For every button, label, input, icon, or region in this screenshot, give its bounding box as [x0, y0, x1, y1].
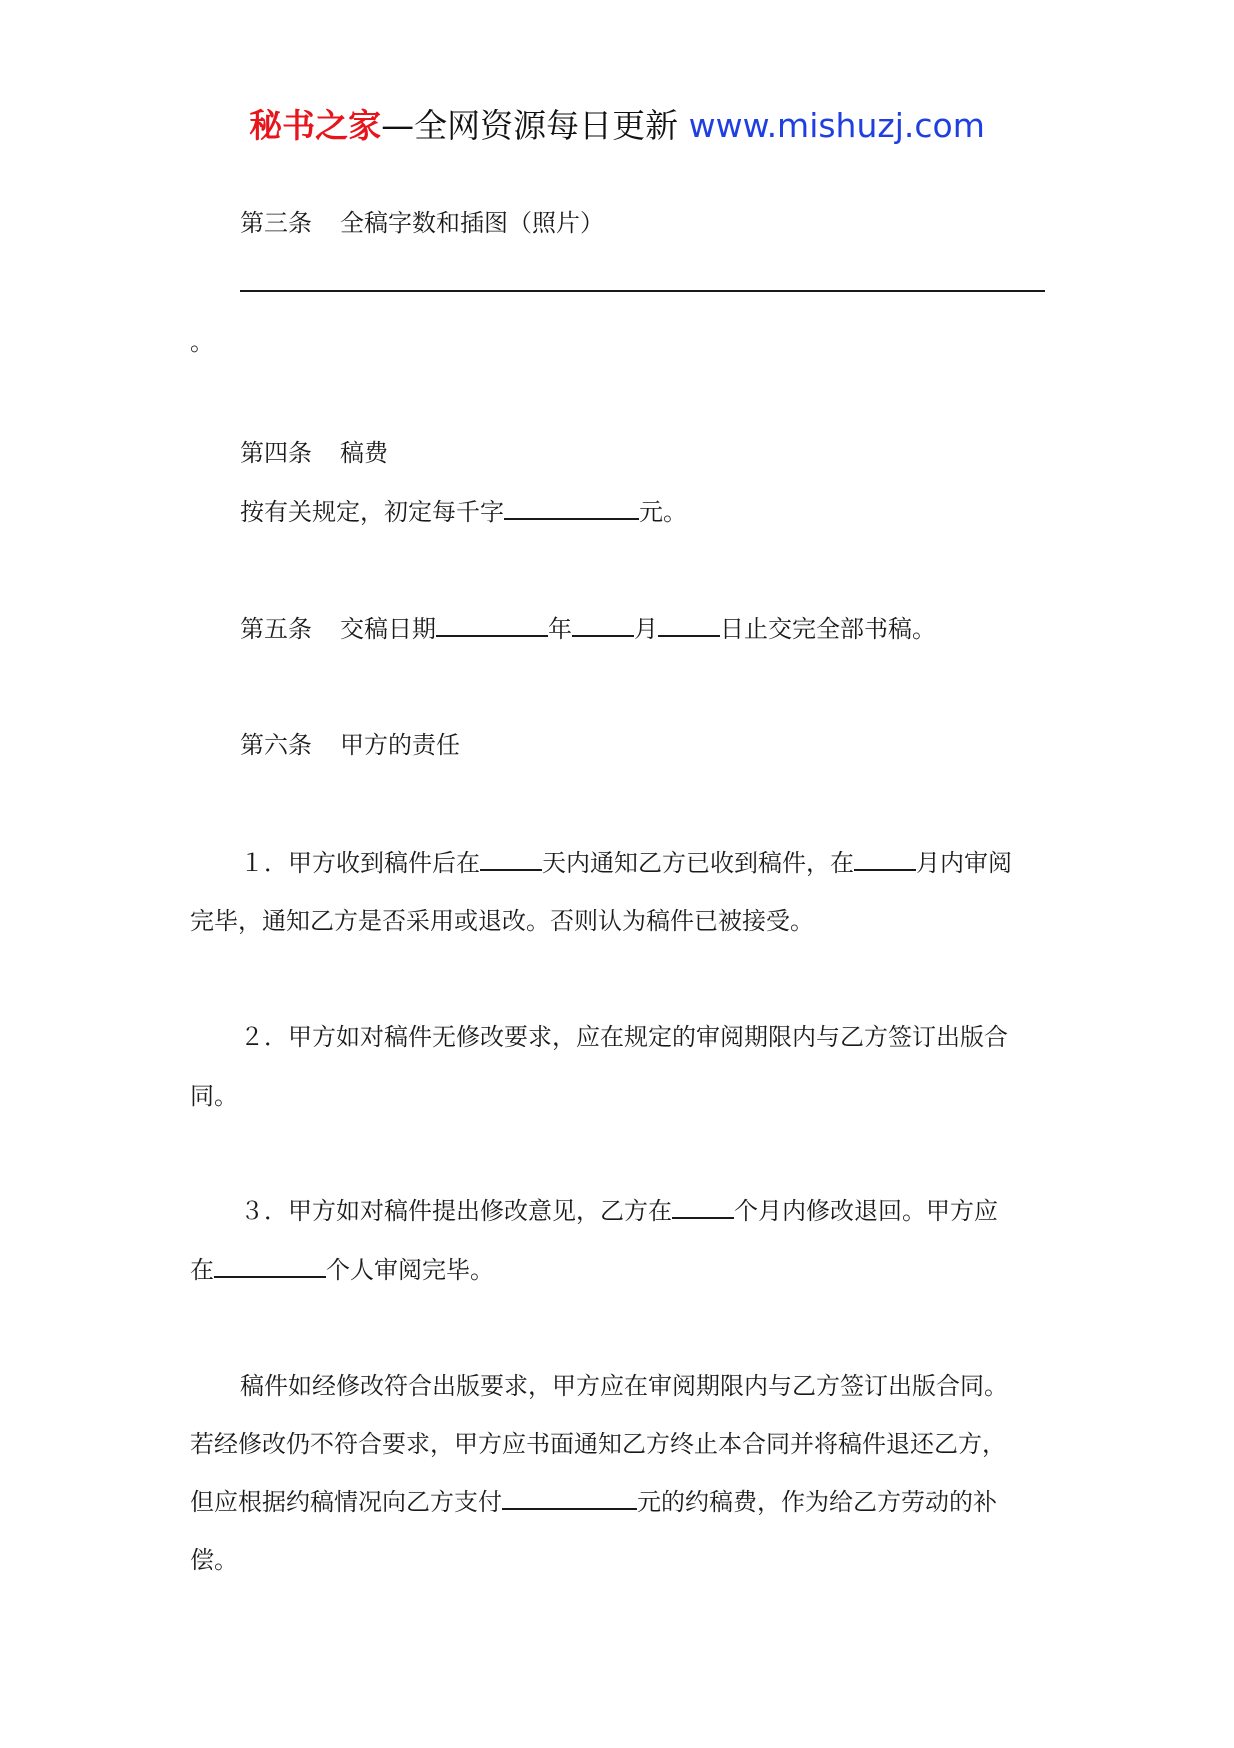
review-period-blank — [214, 1254, 326, 1278]
submit-month-blank — [572, 613, 634, 637]
page-header — [0, 100, 1234, 147]
paragraph-line-3 — [190, 1486, 997, 1518]
article-6-item-3-line-1 — [240, 1195, 998, 1227]
article-3-heading — [240, 207, 604, 239]
article-6-item-2-line-2: 同。 — [190, 1082, 238, 1110]
article-4-fee-line — [240, 496, 687, 528]
header-url-link[interactable]: www.mishuzj.com — [688, 106, 985, 145]
article-6-item-1-line-2: 完毕，通知乙方是否采用或退改。否则认为稿件已被接受。 — [190, 907, 814, 935]
paragraph-line-3-text-b: 元的约稿费，作为给乙方劳动的补 — [637, 1488, 997, 1516]
item-1-text-a: １．甲方收到稿件后在 — [240, 849, 480, 877]
article-5-text-d: 日止交完全部书稿。 — [720, 615, 936, 643]
article-5-heading — [240, 613, 936, 645]
item-1-text-c: 月内审阅 — [916, 849, 1012, 877]
submit-day-blank — [658, 613, 720, 637]
compensation-amount-blank — [502, 1486, 637, 1510]
article-4-fee-unit: 元。 — [639, 498, 687, 526]
fee-per-thousand-blank — [504, 496, 639, 520]
article-5-number: 第五条 — [240, 615, 312, 643]
article-5-year-label: 年 — [548, 615, 572, 643]
article-6-heading — [240, 729, 460, 761]
article-6-title: 甲方的责任 — [340, 731, 460, 759]
paragraph-line-2: 若经修改仍不符合要求，甲方应书面通知乙方终止本合同并将稿件退还乙方， — [190, 1430, 1006, 1458]
article-5-text-a: 交稿日期 — [340, 615, 436, 643]
item-3-text-c: 在 — [190, 1256, 214, 1284]
article-4-number: 第四条 — [240, 439, 312, 467]
article-6-item-3-line-2 — [190, 1254, 494, 1286]
item-3-text-b: 个月内修改退回。甲方应 — [734, 1197, 998, 1225]
submit-year-blank — [436, 613, 548, 637]
paragraph-line-1: 稿件如经修改符合出版要求，甲方应在审阅期限内与乙方签订出版合同。 — [240, 1372, 1008, 1400]
article-4-title: 稿费 — [340, 439, 388, 467]
item-1-text-b: 天内通知乙方已收到稿件，在 — [542, 849, 854, 877]
article-3-period: 。 — [190, 328, 214, 356]
article-5-month-label: 月 — [634, 615, 658, 643]
brand-name: 秘书之家 — [249, 106, 382, 145]
article-3-number: 第三条 — [240, 209, 312, 237]
article-4-heading — [240, 437, 388, 469]
article-6-number: 第六条 — [240, 731, 312, 759]
article-4-fee-text: 按有关规定，初定每千字 — [240, 498, 504, 526]
revise-months-blank — [672, 1195, 734, 1219]
notify-days-blank — [480, 847, 542, 871]
article-6-item-1-line-1 — [240, 847, 1012, 879]
article-3-blank-line — [240, 290, 1045, 292]
article-6-item-2-line-1: ２．甲方如对稿件无修改要求，应在规定的审阅期限内与乙方签订出版合 — [240, 1023, 1008, 1051]
header-tagline: —全网资源每日更新 — [381, 106, 679, 145]
review-months-blank — [854, 847, 916, 871]
item-3-text-a: ３．甲方如对稿件提出修改意见，乙方在 — [240, 1197, 672, 1225]
paragraph-line-3-text-a: 但应根据约稿情况向乙方支付 — [190, 1488, 502, 1516]
item-3-text-d: 个人审阅完毕。 — [326, 1256, 494, 1284]
paragraph-line-4: 偿。 — [190, 1546, 238, 1574]
article-3-title: 全稿字数和插图（照片） — [340, 209, 604, 237]
